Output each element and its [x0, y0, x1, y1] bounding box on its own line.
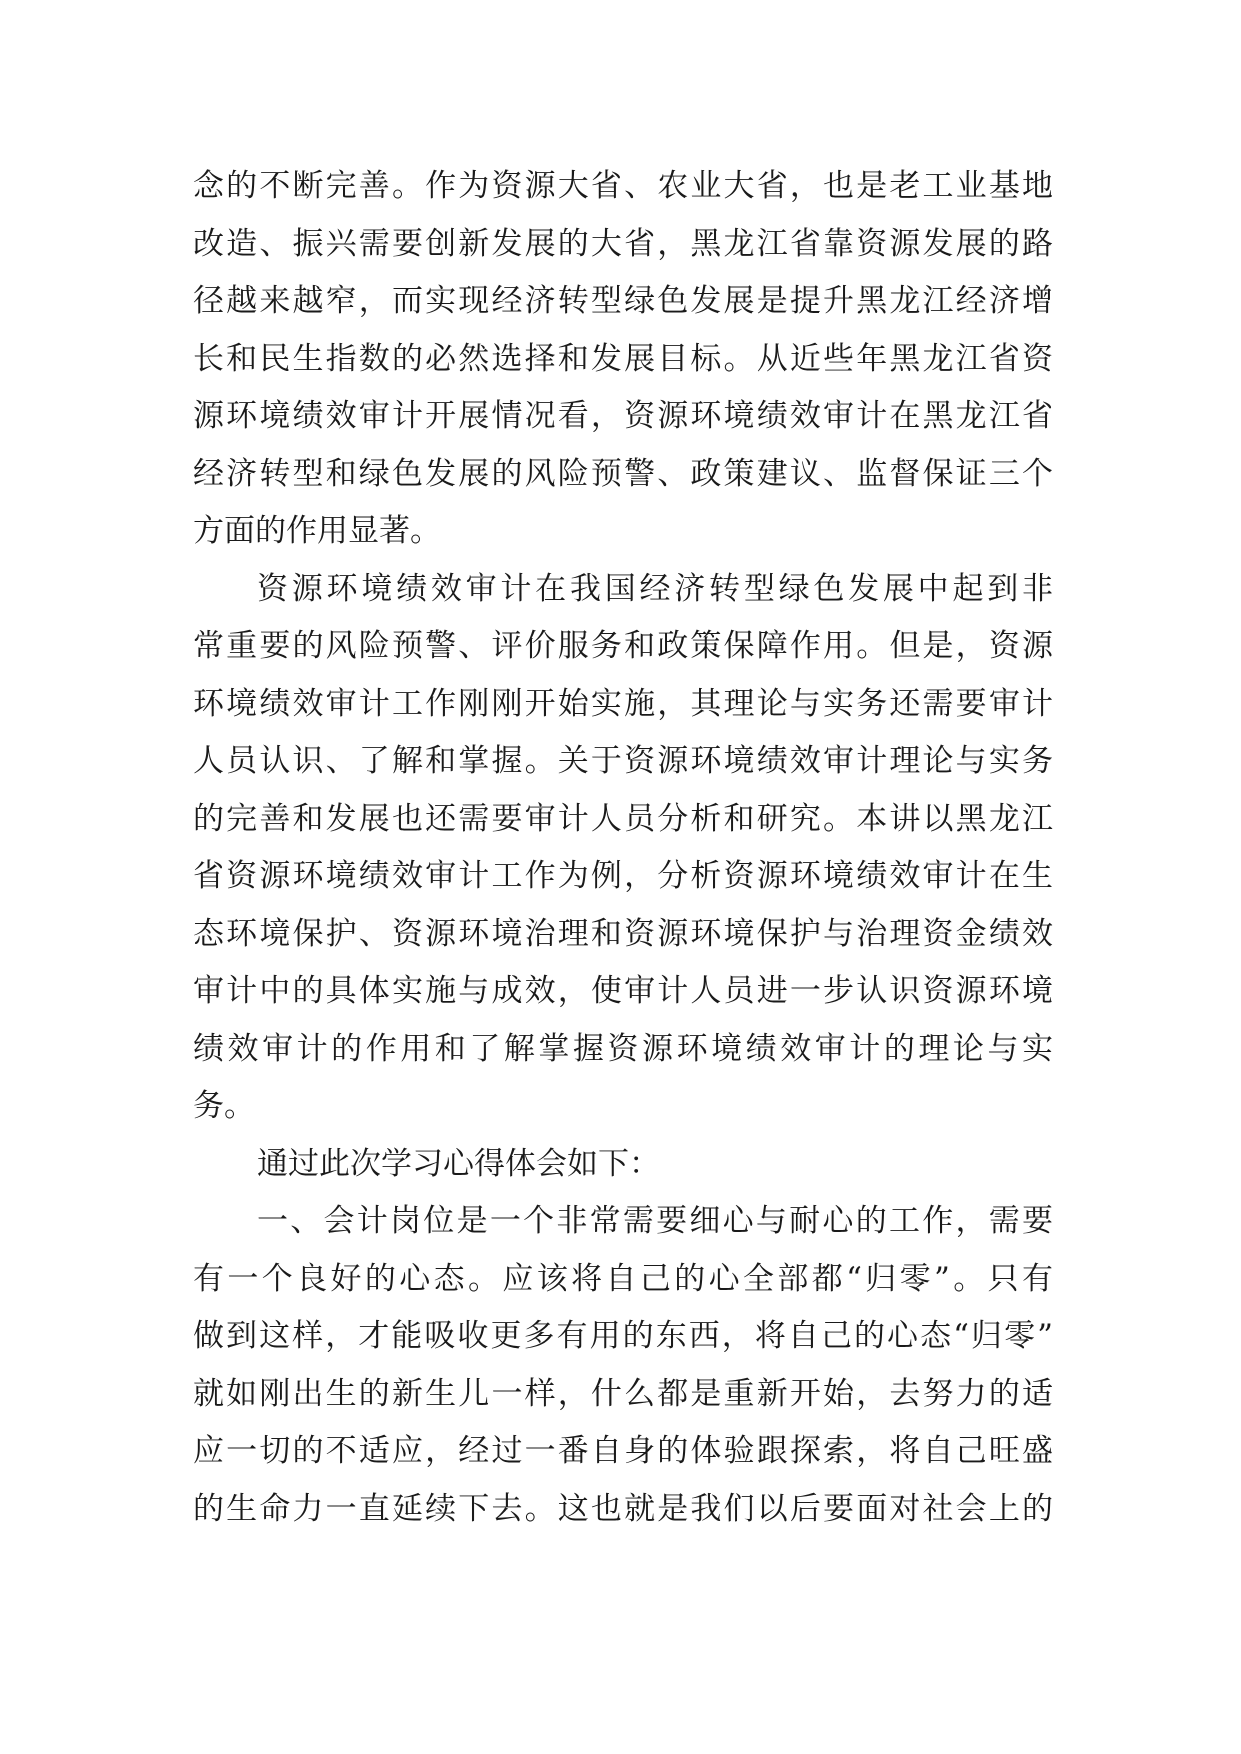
document-body	[193, 158, 1053, 1538]
text-line: 绩效审计的作用和了解掌握资源环境绩效审计的理论与实	[193, 1030, 1053, 1067]
text-line: 常重要的风险预警、评价服务和政策保障作用。但是，资源	[193, 628, 1053, 664]
text-line: 的完善和发展也还需要审计人员分析和研究。本讲以黑龙江	[193, 800, 1053, 837]
text-line: 改造、振兴需要创新发展的大省，黑龙江省靠资源发展的路	[193, 225, 1053, 262]
text-line: 有一个良好的心态。应该将自己的心全部都“归零”。只有	[193, 1260, 1053, 1297]
text-line: 务。	[193, 1088, 255, 1124]
paragraph-4	[193, 1193, 1053, 1538]
text-line: 态环境保护、资源环境治理和资源环境保护与治理资金绩效	[193, 915, 1053, 952]
paragraph-1	[193, 158, 1053, 561]
text-line: 人员认识、了解和掌握。关于资源环境绩效审计理论与实务	[193, 743, 1053, 779]
text-line: 长和民生指数的必然选择和发展目标。从近些年黑龙江省资	[193, 340, 1053, 377]
text-line: 做到这样，才能吸收更多有用的东西，将自己的心态“归零”	[193, 1318, 1053, 1354]
text-line: 方面的作用显著。	[193, 513, 441, 549]
text-line: 念的不断完善。作为资源大省、农业大省，也是老工业基地	[193, 168, 1053, 204]
text-line: 经济转型和绿色发展的风险预警、政策建议、监督保证三个	[193, 455, 1053, 492]
text-line: 环境绩效审计工作刚刚开始实施，其理论与实务还需要审计	[193, 685, 1053, 722]
text-line: 应一切的不适应，经过一番自身的体验跟探索，将自己旺盛	[193, 1433, 1053, 1469]
text-line: 省资源环境绩效审计工作为例，分析资源环境绩效审计在生	[193, 858, 1053, 894]
text-line: 的生命力一直延续下去。这也就是我们以后要面对社会上的	[193, 1490, 1053, 1527]
text-line: 就如刚出生的新生儿一样，什么都是重新开始，去努力的适	[193, 1375, 1053, 1412]
text-line: 径越来越窄，而实现经济转型绿色发展是提升黑龙江经济增	[193, 283, 1053, 319]
text-line: 通过此次学习心得体会如下：	[257, 1145, 660, 1182]
text-line: 审计中的具体实施与成效，使审计人员进一步认识资源环境	[193, 973, 1053, 1009]
paragraph-2	[193, 561, 1053, 1136]
text-line: 一、会计岗位是一个非常需要细心与耐心的工作，需要	[257, 1203, 1053, 1239]
paragraph-3	[193, 1136, 1053, 1194]
text-line: 资源环境绩效审计在我国经济转型绿色发展中起到非	[257, 570, 1053, 607]
text-line: 源环境绩效审计开展情况看，资源环境绩效审计在黑龙江省	[193, 398, 1053, 434]
